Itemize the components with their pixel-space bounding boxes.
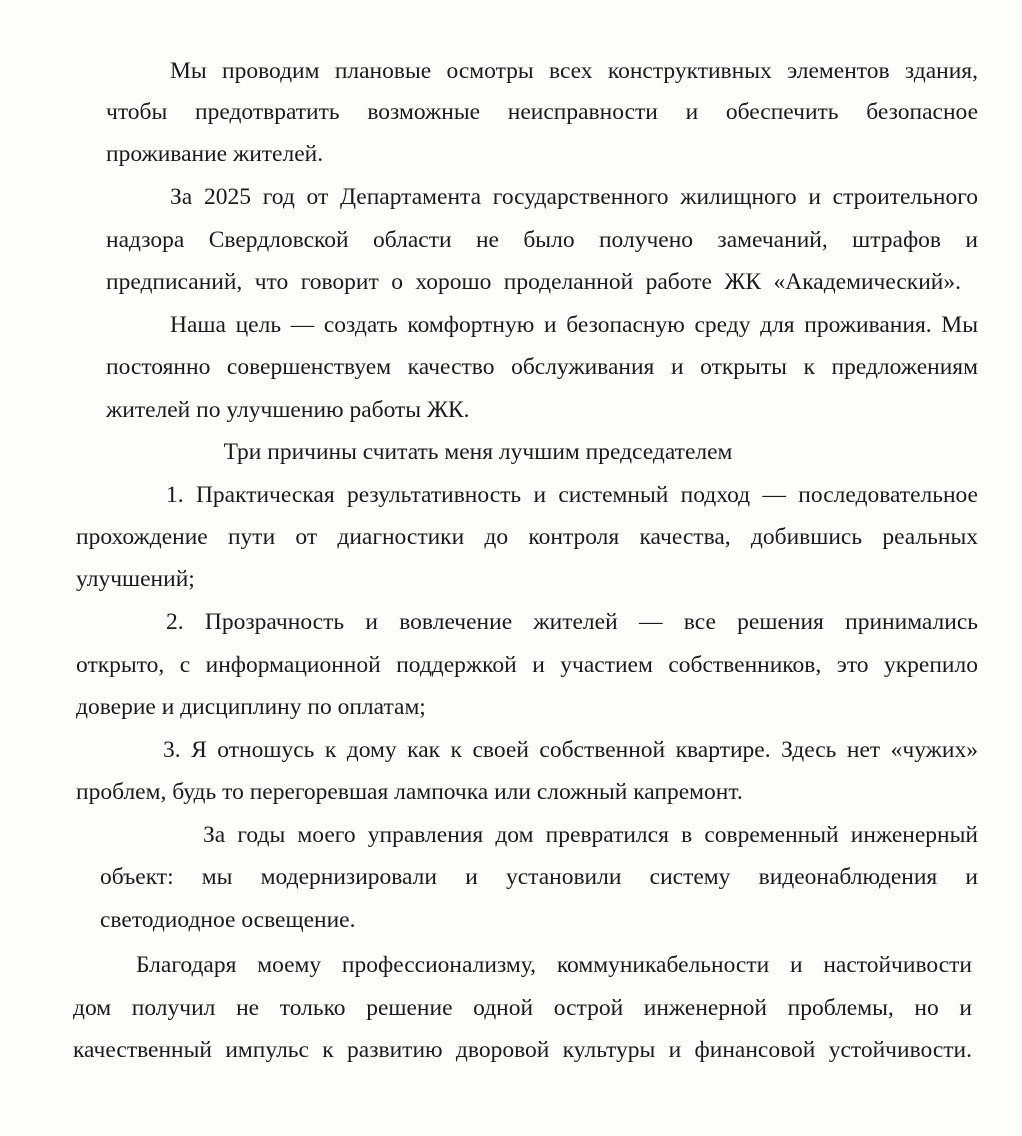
text-line: дом получил не только решение одной острой инженерной проблемы, но и xyxy=(73,995,972,1021)
text-line: предписаний, что говорит о хорошо проделанной работе ЖК «Академический». xyxy=(106,269,961,295)
text-line: Благодаря моему профессионализму, коммуникабельности и настойчивости xyxy=(136,952,972,978)
text-line: 1. Практическая результативность и системный подход — последовательное xyxy=(166,482,978,508)
text-line: 2. Прозрачность и вовлечение жителей — все решения принимались xyxy=(166,609,978,635)
text-line: жителей по улучшению работы ЖК. xyxy=(106,397,470,423)
text-line: прохождение пути от диагностики до контроля качества, добившись реальных xyxy=(76,524,978,550)
text-line: надзора Свердловской области не было получено замечаний, штрафов и xyxy=(106,227,978,253)
text-line: улучшений; xyxy=(76,566,195,592)
text-line: 3. Я отношусь к дому как к своей собственной квартире. Здесь нет «чужих» xyxy=(163,737,978,763)
text-line: Наша цель — создать комфортную и безопасную среду для проживания. Мы xyxy=(170,312,978,338)
text-line: Мы проводим плановые осмотры всех конструктивных элементов здания, xyxy=(170,58,978,84)
text-line: За 2025 год от Департамента государственного жилищного и строительного xyxy=(170,184,978,210)
text-line: проживание жителей. xyxy=(106,141,324,167)
section-heading: Три причины считать меня лучшим председателем xyxy=(223,439,733,465)
text-line: доверие и дисциплину по оплатам; xyxy=(76,694,426,720)
text-line: качественный импульс к развитию дворовой культуры и финансовой устойчивости. xyxy=(73,1037,972,1063)
text-line: открыто, с информационной поддержкой и участием собственников, это укрепило xyxy=(76,652,978,678)
text-line: постоянно совершенствуем качество обслуживания и открыты к предложениям xyxy=(106,354,978,380)
text-line: светодиодное освещение. xyxy=(100,907,356,933)
text-line: За годы моего управления дом превратился в современный инженерный xyxy=(203,822,978,848)
text-line: объект: мы модернизировали и установили систему видеонаблюдения и xyxy=(100,864,978,890)
text-line: чтобы предотвратить возможные неисправности и обеспечить безопасное xyxy=(106,99,978,125)
text-line: проблем, будь то перегоревшая лампочка или сложный капремонт. xyxy=(76,779,743,805)
